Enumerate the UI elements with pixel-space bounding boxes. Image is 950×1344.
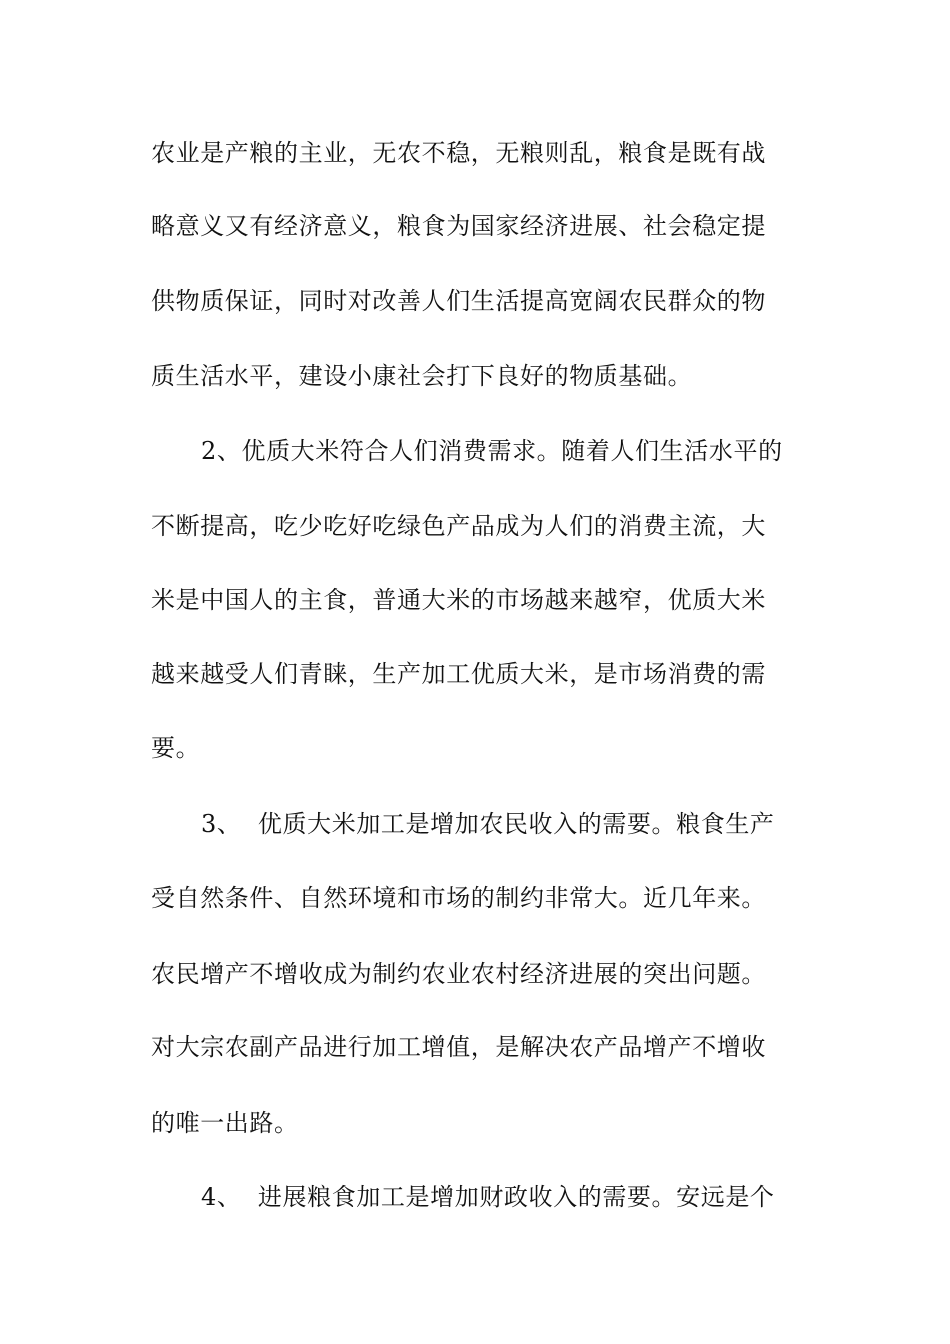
- text-line: 要。: [151, 734, 201, 762]
- text-line: 受自然条件、自然环境和市场的制约非常大。近几年来。: [151, 884, 766, 912]
- text-line: 质生活水平，建设小康社会打下良好的物质基础。: [151, 362, 693, 390]
- text-line: 农民增产不增收成为制约农业农村经济进展的突出问题。: [151, 960, 766, 988]
- text-line: 供物质保证，同时对改善人们生活提高宽阔农民群众的物: [151, 287, 766, 315]
- text-line: 不断提高，吃少吃好吃绿色产品成为人们的消费主流，大: [151, 512, 766, 540]
- text-line: 略意义又有经济意义，粮食为国家经济进展、社会稳定提: [151, 212, 766, 240]
- text-line: 农业是产粮的主业，无农不稳，无粮则乱，粮食是既有战: [151, 139, 766, 167]
- text-line: 越来越受人们青睐，生产加工优质大米，是市场消费的需: [151, 660, 766, 688]
- paragraph-start-line: 3、 优质大米加工是增加农民收入的需要。粮食生产: [201, 810, 775, 838]
- text-line: 的唯一出路。: [151, 1109, 299, 1137]
- text-line: 对大宗农副产品进行加工增值，是解决农产品增产不增收: [151, 1033, 766, 1061]
- text-line: 米是中国人的主食，普通大米的市场越来越窄，优质大米: [151, 586, 766, 614]
- paragraph-start-line: 4、 进展粮食加工是增加财政收入的需要。安远是个: [201, 1183, 775, 1211]
- paragraph-start-line: 2、优质大米符合人们消费需求。随着人们生活水平的: [201, 437, 783, 465]
